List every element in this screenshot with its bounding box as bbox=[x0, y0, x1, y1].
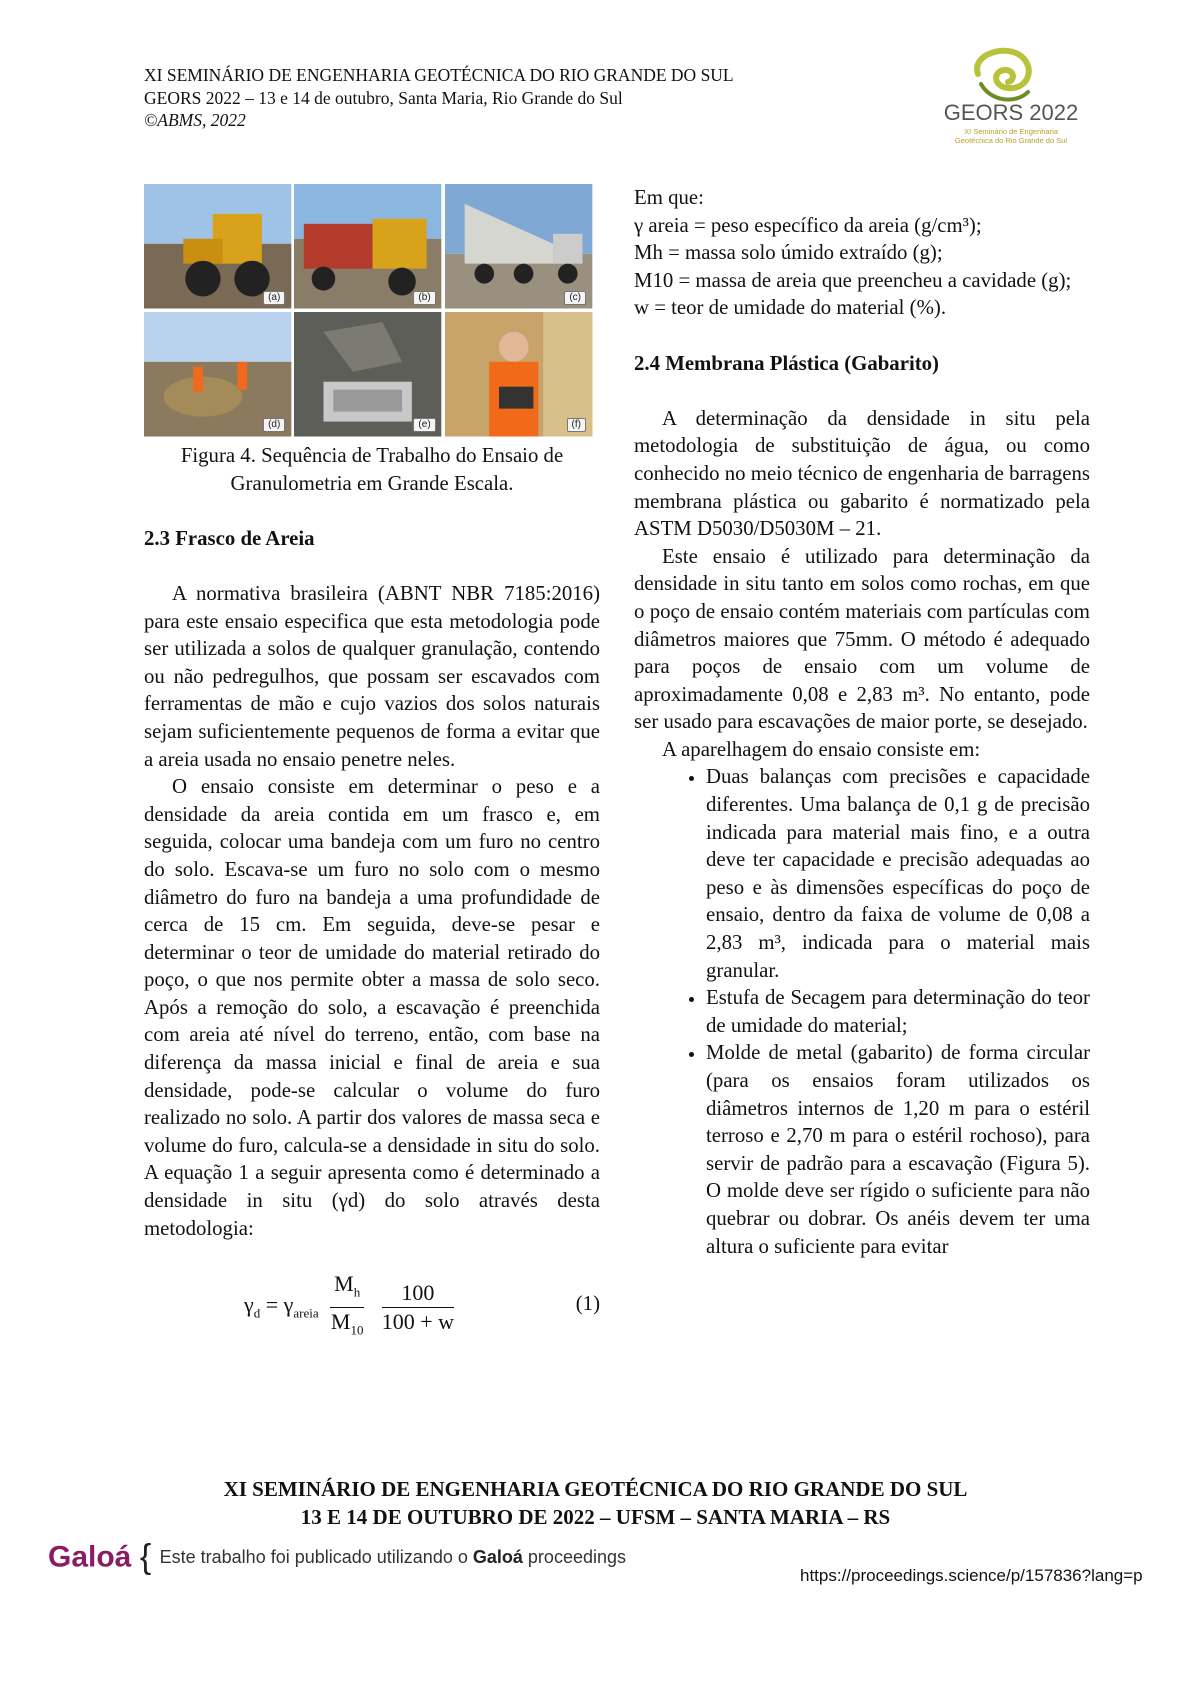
left-column bbox=[144, 184, 600, 1340]
logo-sub-2: Geotécnica do Rio Grande do Sul bbox=[954, 136, 1068, 145]
logo-sub-1: XI Seminário de Engenharia bbox=[964, 127, 1058, 136]
photo-a bbox=[144, 184, 291, 309]
em-que: Em que: bbox=[634, 186, 704, 209]
photo-label-c: (c) bbox=[564, 291, 586, 305]
right-column bbox=[634, 184, 1090, 1260]
logo-swirl-icon bbox=[977, 51, 1029, 100]
right-paragraph-1: A determinação da densidade in situ pela metodologia de substituição de água, ou como conhecido no meio técnico de engenharia de barragens membrana plástica ou gabarito é normatizado pela ASTM D5030/D5030M – 21. bbox=[634, 406, 1090, 541]
definition-3: M10 = massa de areia que preencheu a cavidade (g); bbox=[634, 268, 1072, 292]
georys-logo bbox=[936, 44, 1086, 154]
header-line-1: XI SEMINÁRIO DE ENGENHARIA GEOTÉCNICA DO RIO GRANDE DO SUL bbox=[144, 65, 734, 85]
footer-line-1: XI SEMINÁRIO DE ENGENHARIA GEOTÉCNICA DO RIO GRANDE DO SUL bbox=[223, 1477, 968, 1501]
section-heading-2-3: 2.3 Frasco de Areia bbox=[144, 526, 315, 550]
photo-label-f: (f) bbox=[567, 418, 586, 432]
equation-body: $\gamma_d = \gamma_{areia}$ $\frac{M_h}{M_{10}}$ $\frac{100}{100 + w}$ bbox=[244, 1270, 460, 1344]
left-paragraph-1: A normativa brasileira (ABNT NBR 7185:2016) para este ensaio especifica que esta metodologia pode ser utilizada a solos de qualquer granulação, contendo ou não pedregulhos, que possam ser escavados com ferramentas de mão e cujo vazios dos solos naturais sejam suficientemente pequenos de forma a evitar que a areia usada no ensaio penetre neles. bbox=[144, 581, 600, 771]
equation-number: (1) bbox=[575, 1292, 600, 1316]
definition-2: Mh = massa solo úmido extraído (g); bbox=[634, 241, 943, 265]
photo-c bbox=[445, 184, 592, 309]
galoa-banner bbox=[48, 1538, 626, 1577]
right-paragraph-3: A aparelhagem do ensaio consiste em: bbox=[662, 737, 981, 761]
page-header bbox=[144, 64, 734, 132]
figure-caption: Figura 4. Sequência de Trabalho do Ensaio de Granulometria em Grande Escala. bbox=[180, 444, 564, 495]
list-item: • Estufa de Secagem para determinação do teor de umidade do material; bbox=[706, 984, 1090, 1039]
fraction-mass: $\frac{M_h}{M_{10}}$ bbox=[330, 1271, 364, 1337]
apparatus-list bbox=[634, 763, 1090, 1260]
photo-label-a: (a) bbox=[263, 291, 285, 305]
right-paragraph-2: Este ensaio é utilizado para determinação da densidade in situ tanto em solos como rochas, em que o poço de ensaio contém materiais com partículas com diâmetros maiores que 75mm. O método é adequado para poços de ensaio com um volume de aproximadamente 0,08 e 2,83 m³. No entanto, pode ser usado para escavações de maior porte, se desejado. bbox=[634, 544, 1090, 734]
section-heading-2-4: 2.4 Membrana Plástica (Gabarito) bbox=[634, 351, 939, 375]
photo-d bbox=[144, 312, 291, 437]
footer-line-2: 13 E 14 DE OUTUBRO DE 2022 – UFSM – SANTA MARIA – RS bbox=[300, 1505, 891, 1529]
fraction-moisture: $\frac{100}{100 + w}$ bbox=[381, 1279, 454, 1334]
definition-1: γ areia = peso específico da areia (g/cm³); bbox=[634, 213, 982, 237]
left-paragraph-2: O ensaio consiste em determinar o peso e a densidade da areia contida em um frasco e, em seguida, colocar uma bandeja com um furo no centro do solo. Escava-se um furo no solo com o mesmo diâmetro do furo na bandeja a uma profundidade de cerca de 15 cm. Em seguida, deve-se pesar e determinar o teor de umidade do material retirado do poço, o que nos permite obter a massa de solo seco. Após a remoção do solo, a escavação é preenchida com areia até nível do terreno, então, com base na diferença da massa inicial e final de areia e sua densidade, pode-se calcular o volume do furo realizado no solo. A partir dos valores de massa seca e volume do furo, calcula-se a densidade in situ do solo. A equação 1 a seguir apresenta como é determinado a densidade in situ (γd) do solo através desta metodologia: bbox=[144, 775, 600, 1240]
header-line-2: GEORS 2022 – 13 e 14 de outubro, Santa Maria, Rio Grande do Sul bbox=[144, 87, 623, 108]
galoa-text: Este trabalho foi publicado utilizando o Galoá proceedings bbox=[159, 1547, 626, 1567]
photo-f bbox=[445, 312, 592, 437]
brace-icon: { bbox=[139, 1538, 152, 1576]
source-url-link[interactable]: https://proceedings.science/p/157836?lang=p bbox=[800, 1566, 1143, 1585]
photo-b bbox=[294, 184, 441, 309]
photo-e bbox=[294, 312, 441, 437]
equation-1 bbox=[144, 1260, 600, 1340]
figure-4-photos bbox=[144, 184, 592, 436]
photo-label-d: (d) bbox=[263, 418, 285, 432]
galoa-logo: Galoá bbox=[48, 1540, 132, 1574]
photo-label-e: (e) bbox=[413, 418, 435, 432]
list-item: • Duas balanças com precisões e capacidade diferentes. Uma balança de 0,1 g de precisão indicada para material mais fino, e a outra deve ter capacidade e precisão adequadas ao peso e às dimensões específicas do poço de ensaio, dentro da faixa de volume de 0,08 a 2,83 m³, indicada para o material mais granular. bbox=[706, 763, 1090, 984]
header-line-3: ©ABMS, 2022 bbox=[144, 110, 246, 130]
logo-title: GEORS 2022 bbox=[943, 100, 1079, 125]
list-item: • Molde de metal (gabarito) de forma circular (para os ensaios foram utilizados os diâmetros internos de 1,20 m para o estéril terroso e 2,70 m para o estéril rochoso), para servir de padrão para a escavação (Figura 5). O molde deve ser rígido o suficiente para não quebrar ou dobrar. Os anéis devem ter uma altura o suficiente para evitar bbox=[706, 1039, 1090, 1260]
definition-4: w = teor de umidade do material (%). bbox=[634, 296, 947, 320]
photo-label-b: (b) bbox=[413, 291, 435, 305]
